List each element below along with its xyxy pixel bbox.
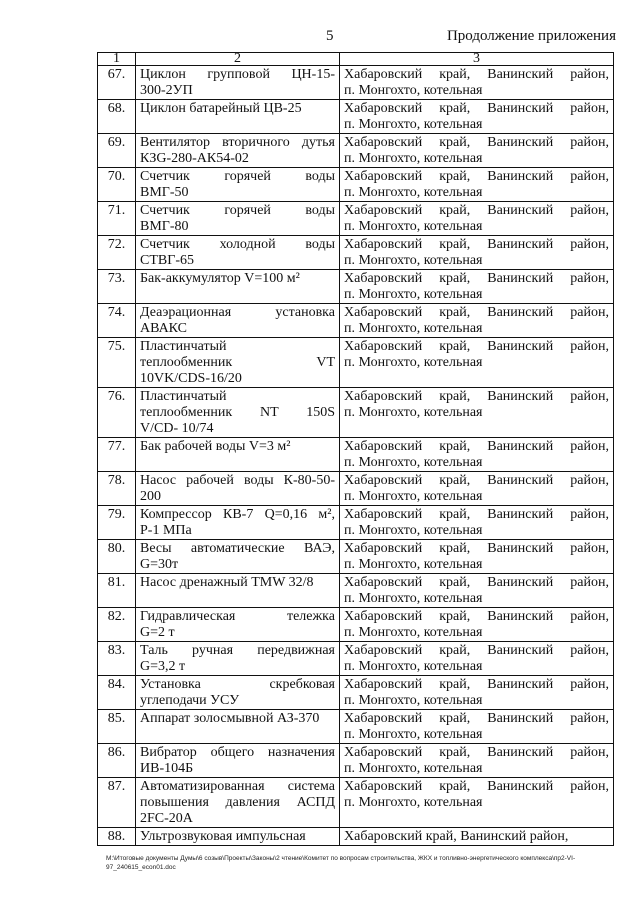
equipment-name-line: ВМГ-80: [140, 219, 189, 234]
row-number: 79.: [98, 506, 136, 540]
equipment-name-line: Установка скребковая: [140, 677, 335, 692]
table-row: [98, 778, 614, 828]
equipment-name-cell: [136, 642, 340, 676]
table-row: [98, 744, 614, 778]
table-row: [98, 676, 614, 710]
location-cell: [340, 642, 614, 676]
equipment-name-cell: [136, 710, 340, 744]
location-line: Хабаровский край, Ванинский район,: [344, 507, 609, 522]
table-row: [98, 66, 614, 100]
location-line: п. Монгохто, котельная: [344, 625, 483, 640]
equipment-name-cell: [136, 388, 340, 438]
location-cell: [340, 676, 614, 710]
location-line: Хабаровский край, Ванинский район,: [344, 101, 609, 116]
location-cell: [340, 574, 614, 608]
equipment-name-line: Р-1 МПа: [140, 523, 192, 538]
location-line: Хабаровский край, Ванинский район,: [344, 305, 609, 320]
location-line: п. Монгохто, котельная: [344, 287, 483, 302]
location-line: Хабаровский край, Ванинский район,: [344, 643, 609, 658]
equipment-name-line: 10VK/CDS-16/20: [140, 371, 242, 386]
table-row: [98, 134, 614, 168]
document-path-footer: M:\Итоговые документы Думы\6 созыв\Проекты\Законы\2 чтение\Комитет по вопросам строительства, ЖКХ и топливно-энергетического комплекса\пр2-VI-97_240615_econ01.doc: [106, 855, 576, 871]
page-number: 5: [326, 28, 334, 44]
equipment-name-line: Бак-аккумулятор V=100 м²: [140, 271, 300, 286]
table-row: [98, 100, 614, 134]
location-line: Хабаровский край, Ванинский район,: [344, 389, 609, 404]
table-row: [98, 270, 614, 304]
equipment-name-line: Вентилятор вторичного дутья: [140, 135, 335, 150]
equipment-name-line: 200: [140, 489, 161, 504]
table-row: [98, 202, 614, 236]
location-cell: [340, 100, 614, 134]
table-row: [98, 506, 614, 540]
row-number: 70.: [98, 168, 136, 202]
equipment-name-cell: [136, 676, 340, 710]
equipment-name-cell: [136, 438, 340, 472]
row-number: 68.: [98, 100, 136, 134]
location-line: п. Монгохто, котельная: [344, 591, 483, 606]
equipment-name-line: углеподачи УСУ: [140, 693, 240, 708]
equipment-name-cell: [136, 828, 340, 846]
row-number: 67.: [98, 66, 136, 100]
location-line: Хабаровский край, Ванинский район,: [344, 339, 609, 354]
location-cell: [340, 608, 614, 642]
table-row: [98, 828, 614, 846]
equipment-name-line: Аппарат золосмывной АЗ-370: [140, 711, 320, 726]
equipment-name-line: Таль ручная передвижная: [140, 643, 335, 658]
row-number: 75.: [98, 338, 136, 388]
location-line: Хабаровский край, Ванинский район,: [344, 237, 609, 252]
location-cell: [340, 270, 614, 304]
equipment-name-line: ВМГ-50: [140, 185, 189, 200]
equipment-name-line: 300-2УП: [140, 83, 193, 98]
row-number: 69.: [98, 134, 136, 168]
location-line: Хабаровский край, Ванинский район,: [344, 169, 609, 184]
location-cell: [340, 778, 614, 828]
row-number: 82.: [98, 608, 136, 642]
equipment-name-line: повышения давления АСПД: [140, 795, 335, 810]
row-number: 84.: [98, 676, 136, 710]
equipment-name-cell: [136, 202, 340, 236]
location-line: п. Монгохто, котельная: [344, 795, 483, 810]
equipment-name-line: Автоматизированная система: [140, 779, 335, 794]
equipment-name-cell: [136, 540, 340, 574]
table-row: [98, 438, 614, 472]
location-line: Хабаровский край, Ванинский район,: [344, 439, 609, 454]
table-row: [98, 574, 614, 608]
location-cell: [340, 66, 614, 100]
equipment-name-line: Вибратор общего назначения: [140, 745, 335, 760]
equipment-name-line: Пластинчатый: [140, 389, 227, 404]
equipment-name-cell: [136, 338, 340, 388]
row-number: 80.: [98, 540, 136, 574]
location-cell: [340, 338, 614, 388]
location-cell: [340, 710, 614, 744]
table-row: [98, 710, 614, 744]
equipment-name-line: Счетчик холодной воды: [140, 237, 335, 252]
row-number: 72.: [98, 236, 136, 270]
equipment-name-line: Насос дренажный TMW 32/8: [140, 575, 314, 590]
equipment-name-line: ИВ-104Б: [140, 761, 194, 776]
table-row: [98, 608, 614, 642]
equipment-name-line: Счетчик горячей воды: [140, 203, 335, 218]
location-cell: [340, 472, 614, 506]
location-cell: [340, 540, 614, 574]
row-number: 88.: [98, 828, 136, 846]
location-line: Хабаровский край, Ванинский район,: [344, 135, 609, 150]
location-line: п. Монгохто, котельная: [344, 151, 483, 166]
equipment-name-line: V/CD- 10/74: [140, 421, 214, 436]
equipment-name-cell: [136, 270, 340, 304]
equipment-name-line: G=30т: [140, 557, 179, 572]
location-line: Хабаровский край, Ванинский район,: [344, 67, 609, 82]
equipment-name-line: Пластинчатый: [140, 339, 227, 354]
location-line: п. Монгохто, котельная: [344, 405, 483, 420]
location-cell: [340, 744, 614, 778]
location-line: п. Монгохто, котельная: [344, 659, 483, 674]
row-number: 76.: [98, 388, 136, 438]
row-number: 78.: [98, 472, 136, 506]
location-cell: [340, 236, 614, 270]
equipment-name-line: Циклон батарейный ЦВ-25: [140, 101, 302, 116]
row-number: 77.: [98, 438, 136, 472]
location-cell: [340, 134, 614, 168]
location-cell: [340, 168, 614, 202]
equipment-name-line: СТВГ-65: [140, 253, 194, 268]
location-line: Хабаровский край, Ванинский район,: [344, 271, 609, 286]
row-number: 83.: [98, 642, 136, 676]
location-line: Хабаровский край, Ванинский район,: [344, 575, 609, 590]
location-line: п. Монгохто, котельная: [344, 557, 483, 572]
equipment-name-cell: [136, 304, 340, 338]
equipment-name-line: Ультрозвуковая импульсная: [140, 829, 306, 844]
equipment-name-line: Насос рабочей воды К-80-50-: [140, 473, 335, 488]
column-header: 1: [98, 53, 136, 66]
location-line: Хабаровский край, Ванинский район,: [344, 745, 609, 760]
equipment-name-cell: [136, 778, 340, 828]
equipment-name-line: Деаэрационная установка: [140, 305, 335, 320]
row-number: 87.: [98, 778, 136, 828]
location-cell: [340, 438, 614, 472]
table-row: [98, 236, 614, 270]
header-row: [98, 53, 614, 66]
equipment-table: [97, 52, 614, 846]
location-line: п. Монгохто, котельная: [344, 761, 483, 776]
row-number: 71.: [98, 202, 136, 236]
equipment-name-line: Компрессор КВ-7 Q=0,16 м²,: [140, 507, 335, 522]
location-line: п. Монгохто, котельная: [344, 693, 483, 708]
location-line: Хабаровский край, Ванинский район,: [344, 609, 609, 624]
table-row: [98, 338, 614, 388]
equipment-name-line: Бак рабочей воды V=3 м²: [140, 439, 291, 454]
location-line: п. Монгохто, котельная: [344, 523, 483, 538]
table-row: [98, 540, 614, 574]
table-row: [98, 472, 614, 506]
location-line: п. Монгохто, котельная: [344, 355, 483, 370]
equipment-name-cell: [136, 168, 340, 202]
table-row: [98, 642, 614, 676]
equipment-name-line: КЗG-280-АК54-02: [140, 151, 249, 166]
table-row: [98, 168, 614, 202]
column-header: 3: [340, 53, 614, 66]
equipment-name-line: теплообменник NT 150S: [140, 405, 335, 420]
row-number: 74.: [98, 304, 136, 338]
location-line: Хабаровский край, Ванинский район,: [344, 203, 609, 218]
equipment-name-line: Счетчик горячей воды: [140, 169, 335, 184]
row-number: 81.: [98, 574, 136, 608]
location-line: Хабаровский край, Ванинский район,: [344, 677, 609, 692]
equipment-name-line: АВАКС: [140, 321, 188, 336]
equipment-name-cell: [136, 134, 340, 168]
equipment-name-line: Весы автоматические ВАЭ,: [140, 541, 335, 556]
location-line: п. Монгохто, котельная: [344, 185, 483, 200]
equipment-name-cell: [136, 608, 340, 642]
equipment-name-line: 2FC-20A: [140, 811, 193, 826]
equipment-name-cell: [136, 506, 340, 540]
location-line: п. Монгохто, котельная: [344, 83, 483, 98]
equipment-name-cell: [136, 100, 340, 134]
location-line: Хабаровский край, Ванинский район,: [344, 779, 609, 794]
location-line: Хабаровский край, Ванинский район,: [344, 711, 609, 726]
location-line: п. Монгохто, котельная: [344, 321, 483, 336]
location-line: Хабаровский край, Ванинский район,: [344, 473, 609, 488]
location-line: п. Монгохто, котельная: [344, 727, 483, 742]
row-number: 85.: [98, 710, 136, 744]
location-cell: [340, 388, 614, 438]
location-line: Хабаровский край, Ванинский район,: [344, 541, 609, 556]
equipment-name-line: Циклон групповой ЦН-15-: [140, 67, 335, 82]
location-cell: [340, 202, 614, 236]
location-line: п. Монгохто, котельная: [344, 455, 483, 470]
row-number: 86.: [98, 744, 136, 778]
equipment-name-line: G=3,2 т: [140, 659, 186, 674]
location-cell: [340, 304, 614, 338]
location-line: п. Монгохто, котельная: [344, 489, 483, 504]
location-line: п. Монгохто, котельная: [344, 253, 483, 268]
equipment-name-cell: [136, 66, 340, 100]
equipment-name-line: Гидравлическая тележка: [140, 609, 335, 624]
equipment-name-cell: [136, 574, 340, 608]
equipment-name-cell: [136, 744, 340, 778]
table-row: [98, 304, 614, 338]
column-header: 2: [136, 53, 340, 66]
table-row: [98, 388, 614, 438]
equipment-name-line: G=2 т: [140, 625, 175, 640]
equipment-name-cell: [136, 236, 340, 270]
equipment-name-cell: [136, 472, 340, 506]
location-line: п. Монгохто, котельная: [344, 219, 483, 234]
equipment-name-line: теплообменник VT: [140, 355, 335, 370]
continuation-label: Продолжение приложения: [446, 28, 616, 44]
location-line: Хабаровский край, Ванинский район,: [344, 829, 569, 844]
location-cell: [340, 506, 614, 540]
location-cell: [340, 828, 614, 846]
row-number: 73.: [98, 270, 136, 304]
location-line: п. Монгохто, котельная: [344, 117, 483, 132]
